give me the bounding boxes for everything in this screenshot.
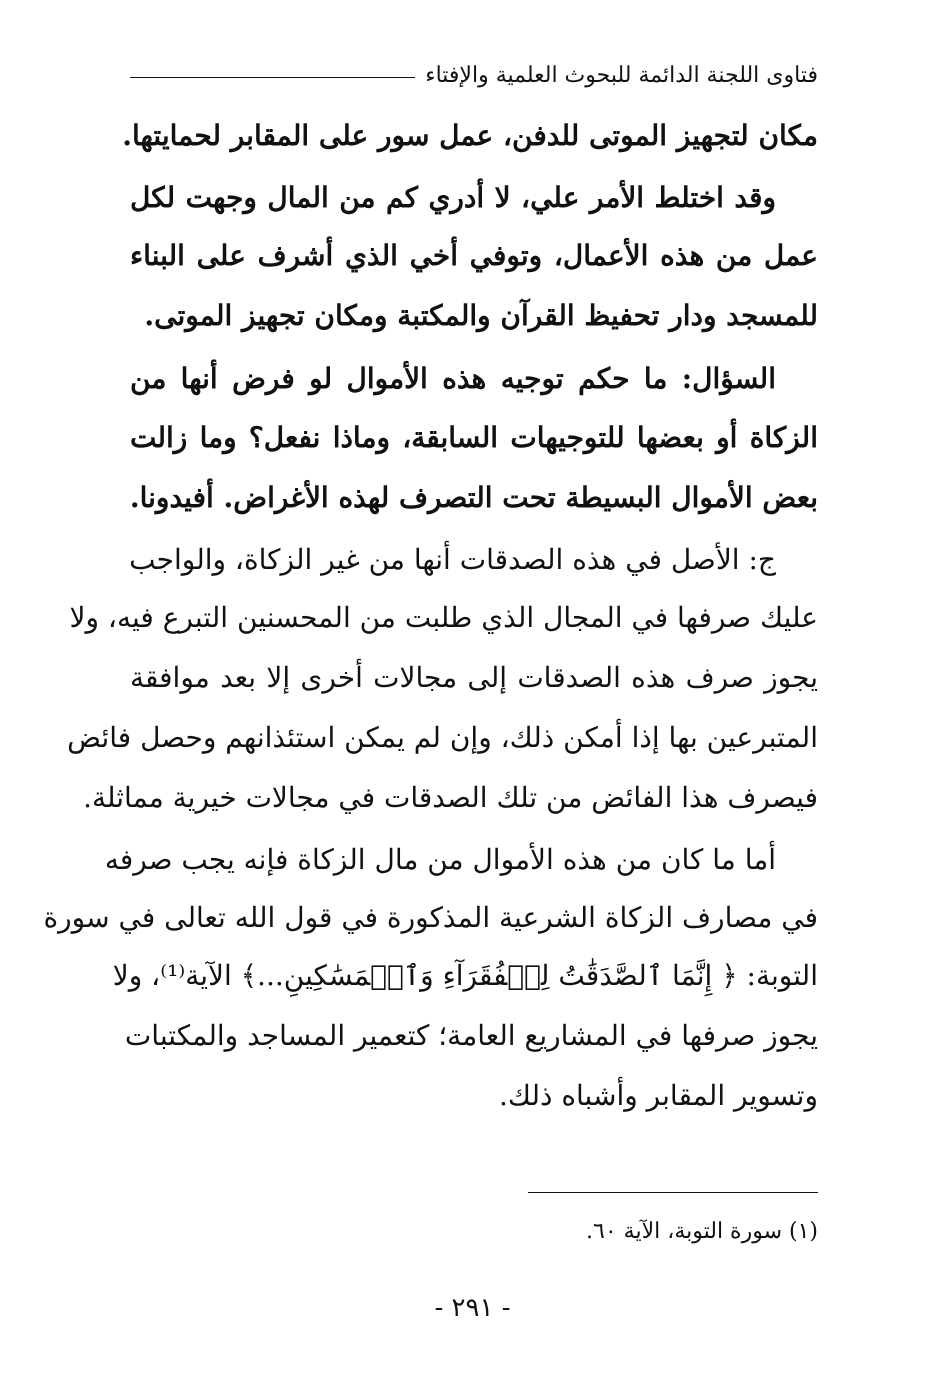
paragraph-4-line-5: فيصرف هذا الفائض من تلك الصدقات في مجالات خيرية مماثلة.: [83, 781, 818, 814]
paragraph-3-line-3: بعض الأموال البسيطة تحت التصرف لهذه الأغراض. أفيدونا.: [129, 481, 818, 514]
footnote-rule: [528, 1192, 818, 1193]
paragraph-2-line-2: عمل من هذه الأعمال، وتوفي أخي الذي أشرف على البناء: [130, 239, 818, 272]
paragraph-2-line-3: للمسجد ودار تحفيظ القرآن والمكتبة ومكان تجهيز الموتى.: [144, 299, 818, 332]
running-head-rule: [130, 77, 415, 78]
paragraph-4-line-2: عليك صرفها في المجال الذي طلبت من المحسنين التبرع فيه، ولا: [69, 601, 818, 634]
paragraph-4-line-1: ج: الأصل في هذه الصدقات أنها من غير الزكاة، والواجب: [129, 543, 776, 576]
running-head: [130, 60, 818, 90]
paragraph-2-line-1: وقد اختلط الأمر علي، لا أدري كم من المال وجهت لكل: [130, 181, 776, 214]
paragraph-3-line-2: الزكاة أو بعضها للتوجيهات السابقة، وماذا نفعل؟ وما زالت: [130, 421, 818, 454]
paragraph-5-line-4: يجوز صرفها في المشاريع العامة؛ كتعمير المساجد والمكتبات: [124, 1019, 818, 1052]
paragraph-5-line-5: وتسوير المقابر وأشباه ذلك.: [498, 1079, 818, 1112]
paragraph-5-line-1: أما ما كان من هذه الأموال من مال الزكاة فإنه يجب صرفه: [104, 843, 776, 876]
paragraph-5-line-3: التوبة: ﴿ إِنَّمَا ٱلصَّدَقَٰتُ لِلۡفُقَرَآءِ وَٱلۡمَسَٰكِينِ...﴾ الآية⁽¹⁾، ولا: [112, 959, 818, 992]
page-number: - ٢٩١ -: [434, 1293, 511, 1323]
paragraph-4-line-4: المتبرعين بها إذا أمكن ذلك، وإن لم يمكن استئذانهم وحصل فائض: [67, 721, 818, 754]
footnote: (١) سورة التوبة، الآية ٦٠.: [586, 1219, 818, 1244]
running-head-title: فتاوى اللجنة الدائمة للبحوث العلمية والإفتاء: [425, 62, 818, 88]
paragraph-5-line-2: في مصارف الزكاة الشرعية المذكورة في قول الله تعالى في سورة: [43, 901, 818, 934]
paragraph-1-line-1: مكان لتجهيز الموتى للدفن، عمل سور على المقابر لحمايتها.: [122, 119, 818, 152]
paragraph-3-line-1: السؤال: ما حكم توجيه هذه الأموال لو فرض أنها من: [130, 362, 776, 395]
paragraph-4-line-3: يجوز صرف هذه الصدقات إلى مجالات أخرى إلا بعد موافقة: [130, 661, 818, 694]
